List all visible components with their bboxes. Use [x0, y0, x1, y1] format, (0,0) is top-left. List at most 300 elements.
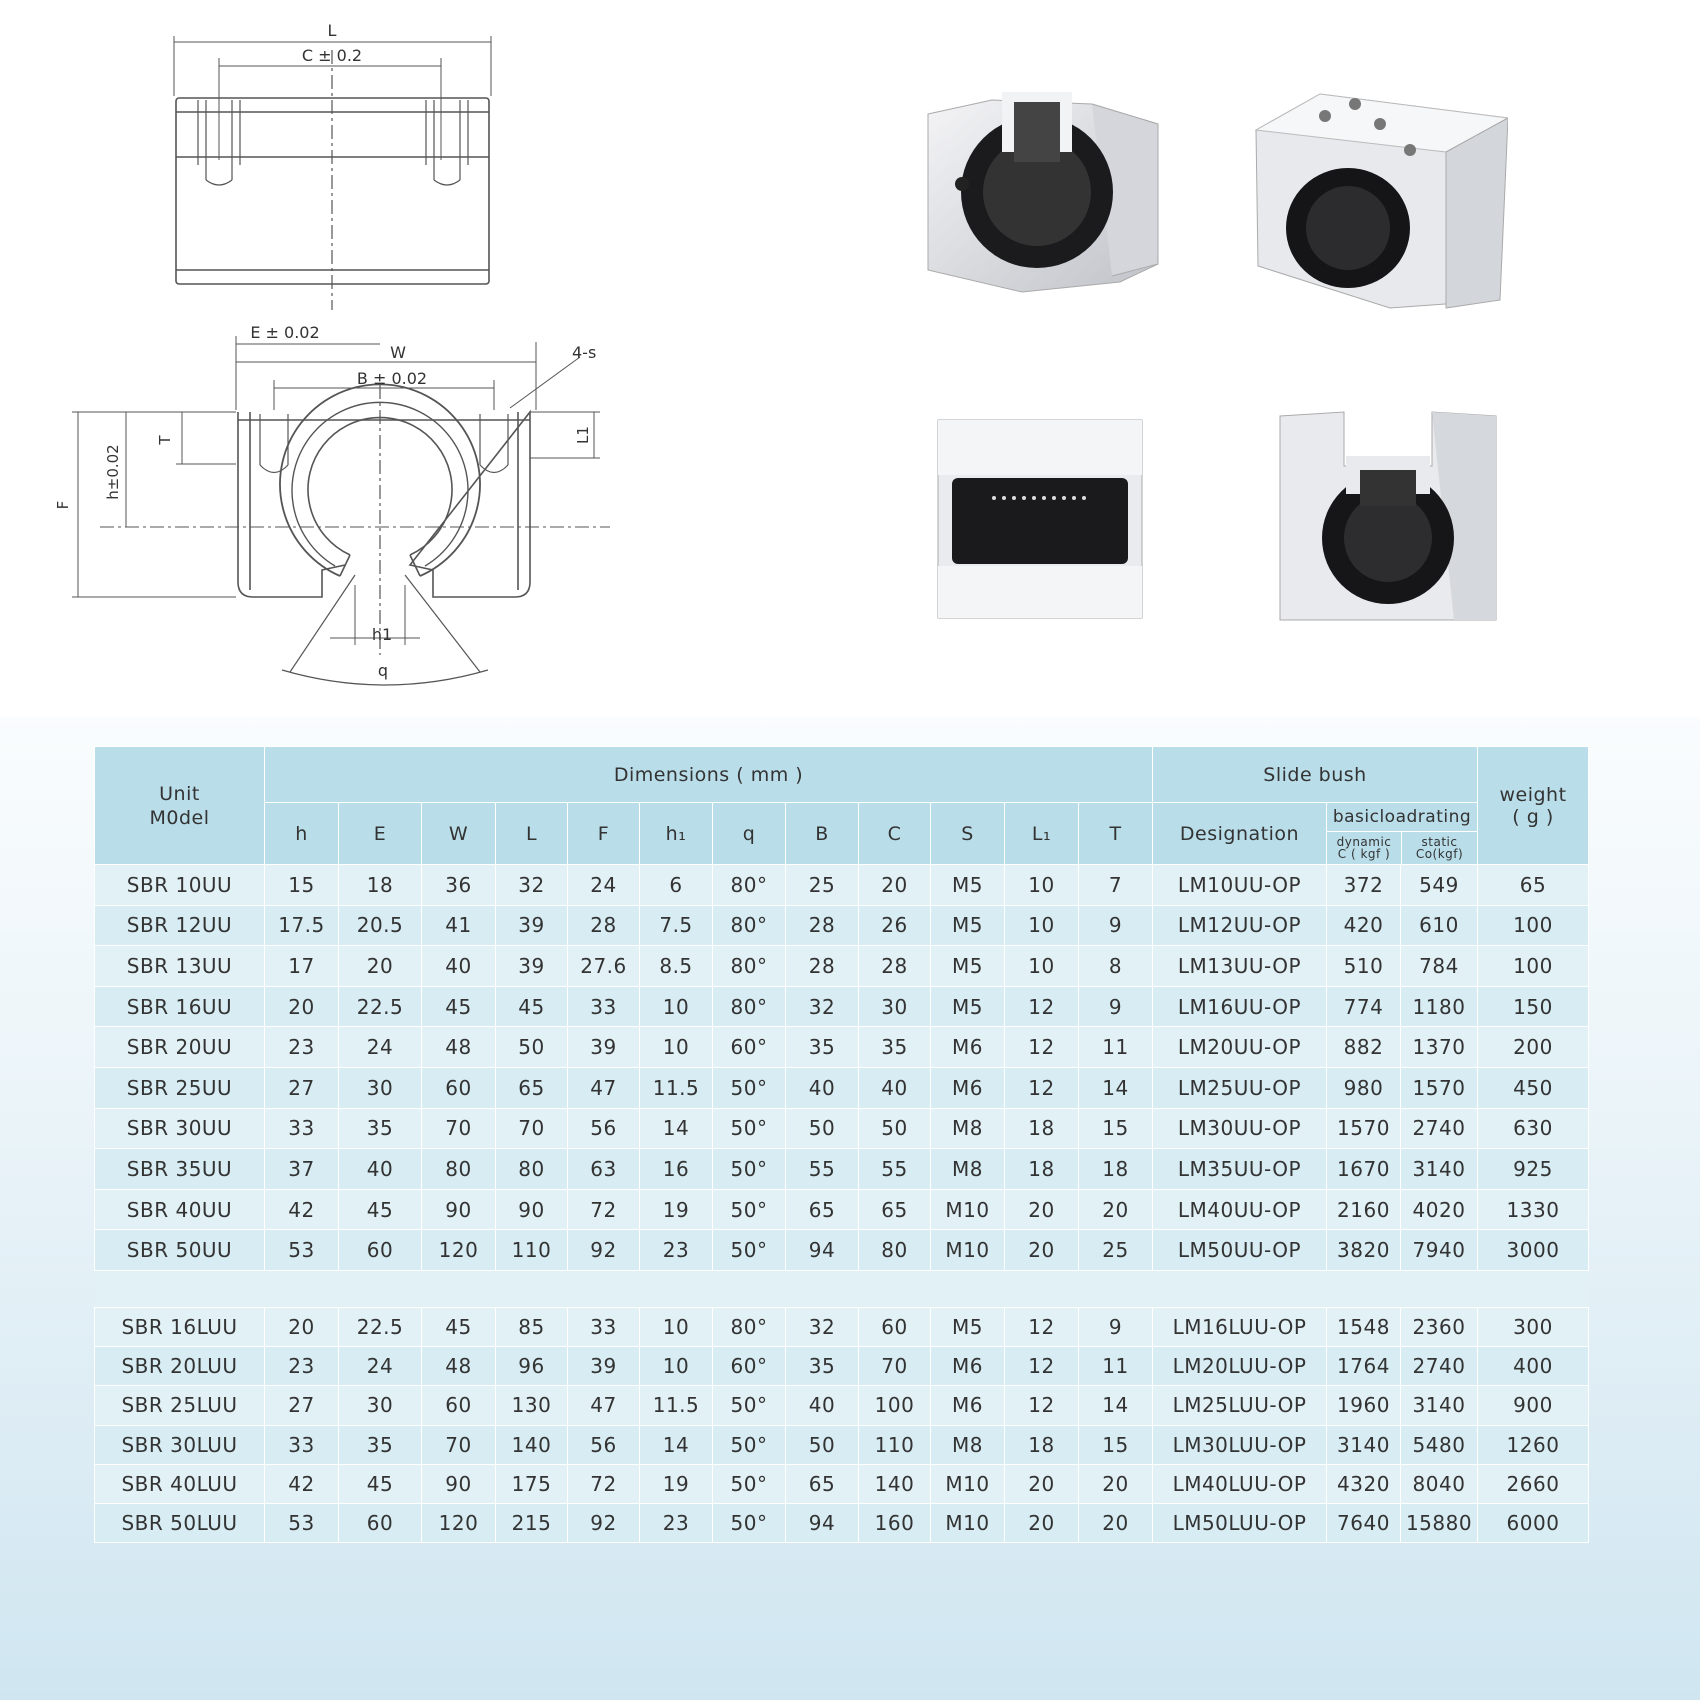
table-cell: 900	[1478, 1386, 1589, 1425]
label-L: L	[327, 21, 337, 40]
technical-drawing	[0, 0, 737, 717]
table-cell: 65	[1478, 865, 1589, 906]
table-cell: M5	[931, 865, 1005, 906]
label-W: W	[390, 343, 406, 362]
table-cell: 15880	[1401, 1503, 1478, 1542]
model-cell: SBR 30LUU	[95, 1425, 265, 1464]
table-cell: M8	[931, 1149, 1005, 1190]
table-cell: 20	[265, 986, 339, 1027]
table-cell: 28	[859, 946, 931, 987]
table-cell: 6000	[1478, 1503, 1589, 1542]
header-basic-load-rating: basicloadrating	[1327, 803, 1477, 832]
table-row	[95, 865, 1589, 906]
table-cell: 774	[1327, 986, 1401, 1027]
table-cell: 160	[859, 1503, 931, 1542]
table-row	[95, 1108, 1589, 1149]
table-cell: 35	[339, 1108, 422, 1149]
table-cell: 70	[859, 1347, 931, 1386]
table-cell: 400	[1478, 1347, 1589, 1386]
table-cell: 10	[640, 986, 713, 1027]
table-cell: 2740	[1401, 1108, 1478, 1149]
table-cell: 510	[1327, 946, 1401, 987]
table-cell: 80°	[713, 946, 786, 987]
table-cell: 17.5	[265, 905, 339, 946]
table-cell: 72	[568, 1189, 640, 1230]
table-cell: 100	[1478, 905, 1589, 946]
table-cell: 215	[496, 1503, 568, 1542]
table-cell: 60	[339, 1230, 422, 1271]
table-cell: LM20UU-OP	[1153, 1027, 1327, 1068]
table-cell: 24	[339, 1347, 422, 1386]
table-cell: LM16UU-OP	[1153, 986, 1327, 1027]
table-cell: 53	[265, 1230, 339, 1271]
table-cell: 14	[1079, 1067, 1153, 1108]
table-cell: 25	[1079, 1230, 1153, 1271]
bearing-photo-4	[1274, 406, 1502, 626]
label-h1: h1	[371, 625, 393, 644]
table-row	[95, 1067, 1589, 1108]
table-cell: 12	[1005, 1027, 1079, 1068]
model-cell: SBR 25LUU	[95, 1386, 265, 1425]
table-cell: 7	[1079, 865, 1153, 906]
table-cell: 20	[859, 865, 931, 906]
table-cell: LM35UU-OP	[1153, 1149, 1327, 1190]
table-cell: 14	[1079, 1386, 1153, 1425]
table-cell: 150	[1478, 986, 1589, 1027]
model-cell: SBR 20UU	[95, 1027, 265, 1068]
table-cell: 610	[1401, 905, 1478, 946]
label-q: q	[377, 661, 389, 680]
table-cell: 110	[859, 1425, 931, 1464]
bearing-photo-2	[1250, 90, 1508, 312]
header-slide-bush: Slide bush	[1153, 747, 1478, 803]
model-cell: SBR 35UU	[95, 1149, 265, 1190]
header-load-rating	[1327, 803, 1478, 865]
table-cell: M5	[931, 986, 1005, 1027]
table-cell: 2360	[1401, 1307, 1478, 1346]
header-weight: weight ( g )	[1478, 747, 1589, 865]
table-cell: 96	[496, 1347, 568, 1386]
table-cell: 30	[339, 1386, 422, 1425]
table-cell: LM16LUU-OP	[1153, 1307, 1327, 1346]
model-cell: SBR 25UU	[95, 1067, 265, 1108]
table-cell: 12	[1005, 1067, 1079, 1108]
table-cell: 80	[422, 1149, 496, 1190]
table-cell: 5480	[1401, 1425, 1478, 1464]
table-row	[95, 905, 1589, 946]
table-cell: 50°	[713, 1386, 786, 1425]
table-cell: 1330	[1478, 1189, 1589, 1230]
header-col-L: L	[496, 803, 568, 865]
table-cell: 48	[422, 1347, 496, 1386]
table-cell: 9	[1079, 1307, 1153, 1346]
table-row	[95, 1230, 1589, 1271]
table-cell: 9	[1079, 905, 1153, 946]
table-cell: 45	[339, 1464, 422, 1503]
table-cell: 17	[265, 946, 339, 987]
table-cell: 45	[496, 986, 568, 1027]
table-row	[95, 1386, 1589, 1425]
table-cell: M8	[931, 1425, 1005, 1464]
table-cell: 6	[640, 865, 713, 906]
table-cell: 45	[422, 986, 496, 1027]
model-cell: SBR 50LUU	[95, 1503, 265, 1542]
table-cell: 48	[422, 1027, 496, 1068]
table-cell: 1764	[1327, 1347, 1401, 1386]
table-cell: 1548	[1327, 1307, 1401, 1346]
table-cell: 630	[1478, 1108, 1589, 1149]
table-cell: 70	[422, 1108, 496, 1149]
table-cell: 100	[859, 1386, 931, 1425]
label-h: h±0.02	[104, 444, 122, 500]
table-cell: 56	[568, 1108, 640, 1149]
header-col-h: h	[265, 803, 339, 865]
table-cell: 42	[265, 1464, 339, 1503]
table-cell: 65	[496, 1067, 568, 1108]
header-col-T: T	[1079, 803, 1153, 865]
table-cell: 50°	[713, 1425, 786, 1464]
table-cell: 120	[422, 1230, 496, 1271]
table-cell: M5	[931, 1307, 1005, 1346]
model-cell: SBR 13UU	[95, 946, 265, 987]
table-cell: 40	[859, 1067, 931, 1108]
table-cell: 1180	[1401, 986, 1478, 1027]
label-F: F	[54, 500, 72, 510]
table-cell: 32	[496, 865, 568, 906]
table-cell: 1260	[1478, 1425, 1589, 1464]
table-cell: 65	[859, 1189, 931, 1230]
table-cell: 3140	[1327, 1425, 1401, 1464]
table-cell: 24	[339, 1027, 422, 1068]
table-cell: 175	[496, 1464, 568, 1503]
table-cell: 10	[640, 1307, 713, 1346]
table-cell: 16	[640, 1149, 713, 1190]
table-cell: 50	[859, 1108, 931, 1149]
table-cell: M10	[931, 1503, 1005, 1542]
table-cell: 50°	[713, 1503, 786, 1542]
table-row	[95, 986, 1589, 1027]
table-cell: 50	[786, 1108, 859, 1149]
table-cell: 33	[265, 1425, 339, 1464]
table-cell: 980	[1327, 1067, 1401, 1108]
table-cell: 14	[640, 1425, 713, 1464]
table-cell: 140	[859, 1464, 931, 1503]
table-cell: 32	[786, 1307, 859, 1346]
table-cell: LM12UU-OP	[1153, 905, 1327, 946]
model-cell: SBR 40LUU	[95, 1464, 265, 1503]
table-cell: 7640	[1327, 1503, 1401, 1542]
table-cell: 15	[1079, 1425, 1153, 1464]
table-cell: 39	[568, 1027, 640, 1068]
table-cell: 110	[496, 1230, 568, 1271]
header-col-h1: h₁	[640, 803, 713, 865]
table-cell: 80	[496, 1149, 568, 1190]
table-cell: 28	[786, 946, 859, 987]
table-cell: 90	[496, 1189, 568, 1230]
table-cell: 85	[496, 1307, 568, 1346]
label-E: E ± 0.02	[250, 323, 320, 342]
table-cell: 55	[859, 1149, 931, 1190]
table-cell: 60°	[713, 1027, 786, 1068]
table-cell: 20	[265, 1307, 339, 1346]
header-col-F: F	[568, 803, 640, 865]
table-cell: 200	[1478, 1027, 1589, 1068]
table-cell: 12	[1005, 1386, 1079, 1425]
table-cell: 20	[339, 946, 422, 987]
table-cell: 23	[640, 1503, 713, 1542]
table-cell: 39	[568, 1347, 640, 1386]
table-cell: LM50LUU-OP	[1153, 1503, 1327, 1542]
table-cell: 10	[640, 1027, 713, 1068]
spec-table	[94, 746, 1589, 1543]
model-cell: SBR 10UU	[95, 865, 265, 906]
table-cell: 90	[422, 1189, 496, 1230]
table-cell: 70	[496, 1108, 568, 1149]
table-cell: 33	[265, 1108, 339, 1149]
header-col-L1: L₁	[1005, 803, 1079, 865]
table-cell: 8040	[1401, 1464, 1478, 1503]
table-row	[95, 1149, 1589, 1190]
table-cell: 20	[1079, 1189, 1153, 1230]
table-cell: 40	[786, 1386, 859, 1425]
label-L1: L1	[574, 426, 592, 444]
table-cell: M10	[931, 1189, 1005, 1230]
header-static: static Co(kgf)	[1415, 835, 1464, 861]
table-cell: 50°	[713, 1067, 786, 1108]
table-cell: 1570	[1327, 1108, 1401, 1149]
table-cell: LM10UU-OP	[1153, 865, 1327, 906]
table-cell: 19	[640, 1189, 713, 1230]
table-cell: 70	[422, 1425, 496, 1464]
table-cell: 27	[265, 1386, 339, 1425]
table-cell: 28	[568, 905, 640, 946]
table-cell: 3140	[1401, 1386, 1478, 1425]
table-cell: 47	[568, 1067, 640, 1108]
table-cell: 90	[422, 1464, 496, 1503]
header-col-E: E	[339, 803, 422, 865]
table-cell: 10	[1005, 946, 1079, 987]
table-cell: M6	[931, 1347, 1005, 1386]
table-cell: LM25LUU-OP	[1153, 1386, 1327, 1425]
table-cell: LM40LUU-OP	[1153, 1464, 1327, 1503]
table-cell: 45	[339, 1189, 422, 1230]
table-cell: 18	[1005, 1425, 1079, 1464]
table-cell: 40	[422, 946, 496, 987]
label-B: B ± 0.02	[356, 369, 428, 388]
label-S: 4-s	[572, 343, 597, 362]
table-cell: M10	[931, 1464, 1005, 1503]
table-cell: 32	[786, 986, 859, 1027]
table-cell: 50	[496, 1027, 568, 1068]
table-cell: 18	[1079, 1149, 1153, 1190]
table-cell: 10	[1005, 905, 1079, 946]
table-cell: 60	[422, 1067, 496, 1108]
table-cell: 20	[1079, 1503, 1153, 1542]
header-dynamic: dynamic C ( kgf )	[1327, 832, 1402, 864]
table-cell: 4320	[1327, 1464, 1401, 1503]
model-cell: SBR 30UU	[95, 1108, 265, 1149]
table-cell: 12	[1005, 1347, 1079, 1386]
table-cell: 3820	[1327, 1230, 1401, 1271]
table-cell: 18	[1005, 1108, 1079, 1149]
header-unit-model: Unit M0del	[95, 747, 265, 865]
table-cell: 60	[339, 1503, 422, 1542]
table-cell: 22.5	[339, 986, 422, 1027]
table-cell: 47	[568, 1386, 640, 1425]
table-cell: 20	[1079, 1464, 1153, 1503]
table-cell: 10	[1005, 865, 1079, 906]
table-cell: 11.5	[640, 1386, 713, 1425]
table-cell: 20	[1005, 1503, 1079, 1542]
table-cell: 100	[1478, 946, 1589, 987]
table-cell: 15	[1079, 1108, 1153, 1149]
table-cell: 2660	[1478, 1464, 1589, 1503]
table-cell: M8	[931, 1108, 1005, 1149]
table-cell: 50°	[713, 1230, 786, 1271]
table-row	[95, 946, 1589, 987]
table-cell: 41	[422, 905, 496, 946]
table-row	[95, 1464, 1589, 1503]
table-cell: 30	[859, 986, 931, 1027]
table-cell: LM20LUU-OP	[1153, 1347, 1327, 1386]
model-cell: SBR 40UU	[95, 1189, 265, 1230]
table-cell: 25	[786, 865, 859, 906]
table-cell: M6	[931, 1386, 1005, 1425]
table-cell: 80	[859, 1230, 931, 1271]
table-cell: 28	[786, 905, 859, 946]
table-cell: 882	[1327, 1027, 1401, 1068]
table-cell: 8.5	[640, 946, 713, 987]
table-cell: 65	[786, 1189, 859, 1230]
table-cell: 35	[339, 1425, 422, 1464]
header-col-q: q	[713, 803, 786, 865]
table-cell: 27	[265, 1067, 339, 1108]
table-cell: 50°	[713, 1149, 786, 1190]
table-cell: 80°	[713, 1307, 786, 1346]
table-cell: 40	[786, 1067, 859, 1108]
model-cell: SBR 50UU	[95, 1230, 265, 1271]
table-cell: 1960	[1327, 1386, 1401, 1425]
header-col-S: S	[931, 803, 1005, 865]
table-cell: 7.5	[640, 905, 713, 946]
label-C: C ± 0.2	[301, 46, 363, 65]
table-cell: M5	[931, 946, 1005, 987]
table-cell: 42	[265, 1189, 339, 1230]
table-cell: 1370	[1401, 1027, 1478, 1068]
table-cell: 80°	[713, 905, 786, 946]
table-cell: 18	[339, 865, 422, 906]
header-col-C: C	[859, 803, 931, 865]
header-col-W: W	[422, 803, 496, 865]
table-cell: 130	[496, 1386, 568, 1425]
table-cell: 39	[496, 946, 568, 987]
table-cell: 925	[1478, 1149, 1589, 1190]
table-cell: 140	[496, 1425, 568, 1464]
table-cell: 92	[568, 1503, 640, 1542]
table-cell: 40	[339, 1149, 422, 1190]
table-cell: LM25UU-OP	[1153, 1067, 1327, 1108]
table-row	[95, 1189, 1589, 1230]
table-cell: 420	[1327, 905, 1401, 946]
photo-background	[737, 0, 1700, 717]
table-cell: 3000	[1478, 1230, 1589, 1271]
table-cell: 22.5	[339, 1307, 422, 1346]
table-cell: 19	[640, 1464, 713, 1503]
table-row	[95, 1503, 1589, 1542]
header-col-B: B	[786, 803, 859, 865]
table-cell: 11	[1079, 1027, 1153, 1068]
table-cell: 11	[1079, 1347, 1153, 1386]
table-cell: 14	[640, 1108, 713, 1149]
table-cell: 2740	[1401, 1347, 1478, 1386]
table-cell: 50	[786, 1425, 859, 1464]
table-cell: LM50UU-OP	[1153, 1230, 1327, 1271]
table-cell: 94	[786, 1230, 859, 1271]
table-cell: 50°	[713, 1108, 786, 1149]
table-row	[95, 1027, 1589, 1068]
table-cell: 55	[786, 1149, 859, 1190]
model-cell: SBR 12UU	[95, 905, 265, 946]
bearing-photo-3	[934, 416, 1146, 622]
table-row	[95, 1307, 1589, 1346]
table-cell: 80°	[713, 986, 786, 1027]
table-cell: 784	[1401, 946, 1478, 987]
table-cell: M10	[931, 1230, 1005, 1271]
bearing-photo-1	[922, 92, 1162, 300]
table-cell: 35	[786, 1027, 859, 1068]
table-cell: 7940	[1401, 1230, 1478, 1271]
table-cell: 3140	[1401, 1149, 1478, 1190]
table-cell: M6	[931, 1027, 1005, 1068]
table-cell: 26	[859, 905, 931, 946]
table-cell: 2160	[1327, 1189, 1401, 1230]
table-cell: 56	[568, 1425, 640, 1464]
table-cell: 50°	[713, 1189, 786, 1230]
table-cell: 4020	[1401, 1189, 1478, 1230]
table-row	[95, 1347, 1589, 1386]
table-cell: 23	[640, 1230, 713, 1271]
table-cell: 20	[1005, 1464, 1079, 1503]
table-cell: 12	[1005, 1307, 1079, 1346]
table-cell: 1670	[1327, 1149, 1401, 1190]
table-cell: LM30LUU-OP	[1153, 1425, 1327, 1464]
table-cell: 45	[422, 1307, 496, 1346]
table-cell: 94	[786, 1503, 859, 1542]
table-cell: M5	[931, 905, 1005, 946]
table-cell: LM40UU-OP	[1153, 1189, 1327, 1230]
table-cell: 36	[422, 865, 496, 906]
table-cell: LM30UU-OP	[1153, 1108, 1327, 1149]
header-dimensions: Dimensions ( mm )	[265, 747, 1153, 803]
table-cell: 92	[568, 1230, 640, 1271]
table-cell: 60	[422, 1386, 496, 1425]
table-cell: 8	[1079, 946, 1153, 987]
table-cell: 12	[1005, 986, 1079, 1027]
table-cell: 50°	[713, 1464, 786, 1503]
table-cell: 20.5	[339, 905, 422, 946]
table-cell: 18	[1005, 1149, 1079, 1190]
table-cell: 80°	[713, 865, 786, 906]
model-cell: SBR 16LUU	[95, 1307, 265, 1346]
table-cell: 33	[568, 1307, 640, 1346]
table-cell: 9	[1079, 986, 1153, 1027]
table-cell: 450	[1478, 1067, 1589, 1108]
table-cell: 20	[1005, 1230, 1079, 1271]
table-cell: 63	[568, 1149, 640, 1190]
header-designation: Designation	[1153, 803, 1327, 865]
table-cell: LM13UU-OP	[1153, 946, 1327, 987]
table-cell: 23	[265, 1027, 339, 1068]
